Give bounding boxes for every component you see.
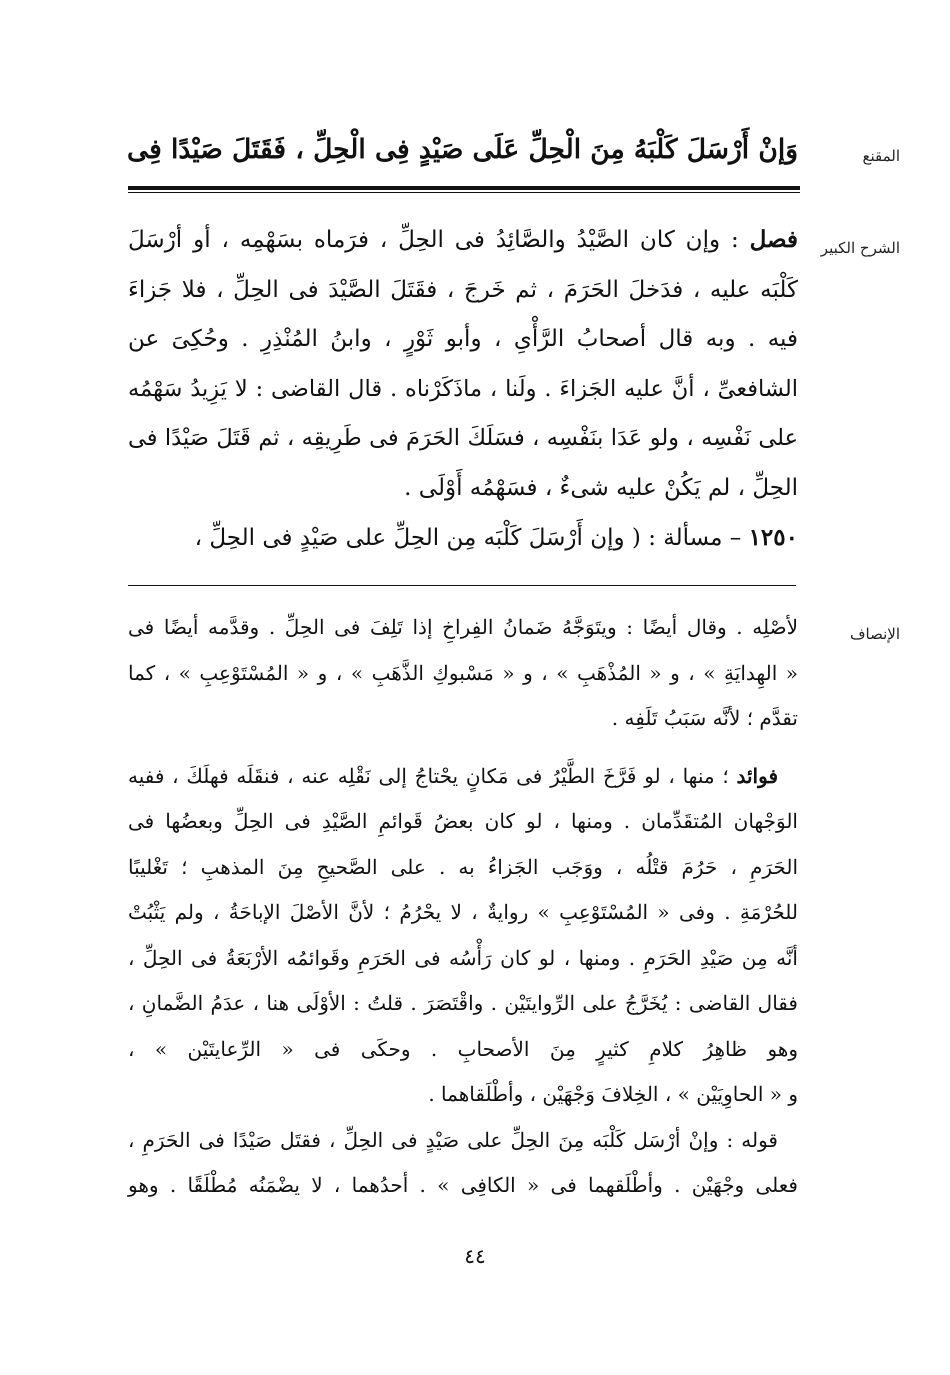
insaf-line: فقال القاضى : يُخَرَّجُ على الرِّوايتَيْن . واقْتَصَرَ . قلتُ : الأوْلَى هنا ، عدَمُ الضَّمانِ ،	[128, 991, 798, 1015]
muqni-text	[128, 128, 798, 172]
insaf-line: فعلى وجْهَيْن . وأطْلَقهما فى « الكافِى » . أحدُهما ، لا يضْمَنُه مُطْلَقًا . وهو	[128, 1173, 798, 1197]
sharh-label: الشرح الكبير	[820, 239, 900, 257]
muqni-divider-thick	[128, 186, 800, 190]
sharh-line: الحِلِّ ، لم يَكُنْ عليه شىءٌ ، فسَهْمُه أَوْلَى .	[404, 474, 798, 501]
sharh-line: على نَفْسِه ، ولو عَدَا بنَفْسِه ، فسَلَكَ الحَرَمَ فى طَرِيقِه ، ثم قَتَلَ صَيْدًا فى	[128, 425, 798, 451]
sharh-keyword: فصل	[749, 226, 798, 253]
muqni-label: المقنع	[862, 147, 900, 165]
insaf-label: الإنصاف	[849, 625, 900, 643]
fawaid-label: فوائد	[736, 763, 778, 788]
sharh-text	[128, 215, 798, 564]
insaf-line: تقدَّم ؛ لأنَّه سَبَبُ تَلَفِه .	[611, 706, 798, 730]
masala-line: ١٢٥٠ – مسألة : ( وإن أَرْسَلَ كَلْبَه مِن الحِلِّ على صَيْدٍ فى الحِلِّ ،	[194, 524, 798, 551]
insaf-line: أنَّه مِن صَيْدِ الحَرَمِ . ومنها ، لو كان رَأْسُه فى الحَرَمِ وقَوائمُه الأرْبَعَةُ فى الحِلِّ ،	[128, 945, 798, 970]
insaf-line: قوله : وإنْ أرْسَل كَلْبَه مِنَ الحِلِّ على صَيْدٍ فى الحِلِّ ، فقتَل صَيْدًا فى الحَرَمِ ،	[128, 1127, 778, 1152]
insaf-line: فوائد ؛ منها ، لو فَرَّخَ الطَّيْرُ فى مَكانٍ يحْتاجُ إلى نَقْلِه عنه ، فنقَلَه فهلَكَ ، ففيه	[128, 763, 778, 788]
muqni-line: وَإنْ أَرْسَلَ كَلْبَهُ مِنَ الْحِلِّ عَلَى صَيْدٍ فِى الْحِلِّ ، فَقَتَلَ صَيْدًا فِى	[126, 134, 798, 165]
sharh-line: كَلْبَه عليه ، فدَخلَ الحَرَمَ ، ثم خَرجَ ، فقَتَلَ الصَّيْدَ فى الحِلِّ ، فلا جَزاءَ	[128, 276, 798, 303]
insaf-line: لأصْلِه . وقال أيضًا : ويتَوَجَّهُ ضَمانُ الفِراخِ إذا تَلِفَ فى الحِلِّ . وقدَّمه أيضًا فى	[128, 615, 798, 639]
sharh-line: الشافعىِّ ، أنَّ عليه الجَزاءَ . ولَنا ، ماذَكَرْناه . قال القاضى : لا يَزِيدُ سَهْمُه	[128, 375, 798, 402]
masala-number: ١٢٥٠	[748, 524, 798, 551]
insaf-line: وهو ظاهِرُ كلامِ كثيرٍ مِنَ الأصحابِ . وحكَى فى « الرِّعايتَيْن » ،	[128, 1036, 798, 1061]
insaf-line: « الهِدايَةِ » ، و « المُذْهَبِ » ، و « مَسْبوكِ الذَّهَبِ » ، و « المُسْتَوْعِبِ » ، كما	[128, 660, 798, 685]
page-number: ٤٤	[464, 1244, 486, 1268]
muqni-divider-thin	[128, 192, 800, 193]
insaf-line: و « الحاوِيَيْن » ، الخِلافَ وَجْهَيْن ، وأطْلَقاهما .	[428, 1082, 798, 1106]
insaf-line: للحُرْمَةِ . وفى « المُسْتَوْعِبِ » روايةٌ ، لا يحْرُمُ ؛ لأنَّ الأصْلَ الإباحَةُ ، ولم يَثْبُتْ	[128, 900, 798, 924]
sharh-line: فيه . وبه قال أصحابُ الرَّأْىِ ، وأبو ثَوْرٍ ، وابنُ المُنْذِرِ . وحُكِىَ عن	[128, 326, 798, 352]
sharh-line: فصل : وإن كان الصَّيْدُ والصَّائِدُ فى الحِلِّ ، فرَماه بسَهْمِه ، أو أرْسَلَ	[128, 226, 798, 253]
insaf-text	[128, 605, 798, 1209]
section-divider	[128, 585, 796, 586]
insaf-line: الحَرَمِ ، حَرُمَ قتْلُه ، ووَجَب الجَزاءُ به . على الصَّحيحِ مِنَ المذهبِ ؛ تَغْليبًا	[128, 854, 798, 879]
insaf-line: الوَجْهان المُتقَدِّمان . ومنها ، لو كان بعضُ قَوائمِ الصَّيْدِ فى الحِلِّ وبعضُها فى	[128, 809, 798, 833]
